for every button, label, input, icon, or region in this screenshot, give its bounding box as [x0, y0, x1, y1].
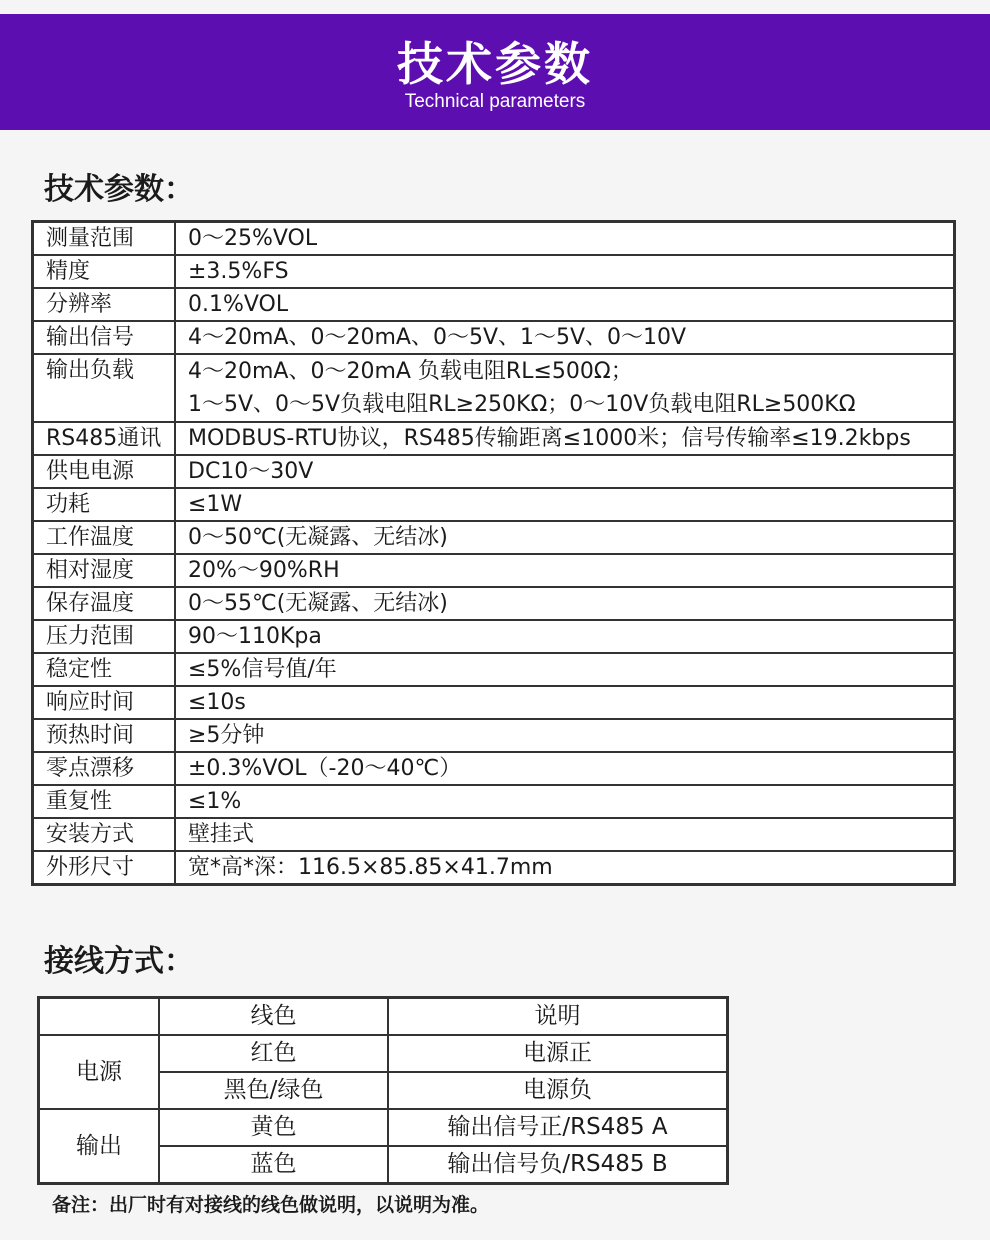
spec-label: 重复性	[33, 785, 176, 818]
wire-color-cell: 蓝色	[159, 1146, 388, 1184]
spec-label: 外形尺寸	[33, 851, 176, 885]
spec-row	[33, 521, 955, 554]
spec-value: ≤10s	[175, 686, 955, 719]
spec-row	[33, 321, 955, 354]
wiring-header-desc: 说明	[388, 998, 728, 1036]
spec-value: 壁挂式	[175, 818, 955, 851]
spec-row	[33, 354, 955, 422]
banner-title: 技术参数	[397, 37, 593, 91]
spec-value: 4～20mA、0～20mA、0～5V、1～5V、0～10V	[175, 321, 955, 354]
spec-table-body	[33, 222, 955, 885]
spec-value: 宽*高*深：116.5×85.85×41.7mm	[175, 851, 955, 885]
wire-desc-cell: 电源负	[388, 1072, 728, 1109]
spec-label: 分辨率	[33, 288, 176, 321]
spec-row	[33, 851, 955, 885]
spec-row	[33, 587, 955, 620]
spec-label: 相对湿度	[33, 554, 176, 587]
wiring-header-row	[39, 998, 728, 1036]
spec-label: 输出负载	[33, 354, 176, 422]
spec-row	[33, 288, 955, 321]
spec-value-line: 4～20mA、0～20mA 负载电阻RL≤500Ω；	[188, 359, 633, 384]
spec-value: MODBUS-RTU协议，RS485传输距离≤1000米；信号传输率≤19.2kbps	[175, 422, 955, 455]
wiring-header-blank	[39, 998, 160, 1036]
spec-row	[33, 719, 955, 752]
spec-value: ≤1W	[175, 488, 955, 521]
spec-row	[33, 554, 955, 587]
wire-color-cell: 黄色	[159, 1109, 388, 1146]
spec-row	[33, 752, 955, 785]
wiring-section-heading: 接线方式：	[44, 944, 194, 979]
spec-value: 20%～90%RH	[175, 554, 955, 587]
wire-desc-cell: 电源正	[388, 1035, 728, 1072]
spec-label: 保存温度	[33, 587, 176, 620]
spec-label: 安装方式	[33, 818, 176, 851]
spec-label: 功耗	[33, 488, 176, 521]
spec-value: ±0.3%VOL（-20～40℃）	[175, 752, 955, 785]
spec-label: 测量范围	[33, 222, 176, 256]
spec-row	[33, 686, 955, 719]
spec-value: 0.1%VOL	[175, 288, 955, 321]
spec-value: ≤1%	[175, 785, 955, 818]
spec-label: 精度	[33, 255, 176, 288]
spec-value: 0～25%VOL	[175, 222, 955, 256]
spec-label: 供电电源	[33, 455, 176, 488]
spec-value: DC10～30V	[175, 455, 955, 488]
spec-label: 压力范围	[33, 620, 176, 653]
spec-value: 90～110Kpa	[175, 620, 955, 653]
spec-label: RS485通讯	[33, 422, 176, 455]
spec-label: 零点漂移	[33, 752, 176, 785]
spec-section-heading: 技术参数：	[44, 172, 194, 207]
spec-row	[33, 653, 955, 686]
spec-row	[33, 422, 955, 455]
spec-label: 稳定性	[33, 653, 176, 686]
wiring-group-output: 输出	[39, 1109, 160, 1184]
spec-value: 0～50℃(无凝露、无结冰)	[175, 521, 955, 554]
spec-value: ≤5%信号值/年	[175, 653, 955, 686]
spec-label: 响应时间	[33, 686, 176, 719]
spec-row	[33, 620, 955, 653]
spec-value-line: 1～5V、0～5V负载电阻RL≥250KΩ；0～10V负载电阻RL≥500KΩ	[188, 392, 856, 417]
header-banner	[0, 14, 990, 130]
spec-value: ±3.5%FS	[175, 255, 955, 288]
wire-desc-cell: 输出信号正/RS485 A	[388, 1109, 728, 1146]
wiring-note: 备注：出厂时有对接线的线色做说明，以说明为准。	[52, 1194, 490, 1216]
wiring-row	[39, 1035, 728, 1072]
spec-row	[33, 255, 955, 288]
wiring-table	[37, 996, 729, 1185]
spec-table	[31, 220, 956, 886]
wiring-group-power: 电源	[39, 1035, 160, 1109]
spec-row	[33, 488, 955, 521]
wire-color-cell: 红色	[159, 1035, 388, 1072]
spec-row	[33, 222, 955, 256]
spec-row	[33, 455, 955, 488]
spec-value: ≥5分钟	[175, 719, 955, 752]
spec-row	[33, 785, 955, 818]
spec-value: 0～55℃(无凝露、无结冰)	[175, 587, 955, 620]
spec-label: 预热时间	[33, 719, 176, 752]
spec-row	[33, 818, 955, 851]
banner-subtitle: Technical parameters	[404, 91, 586, 112]
wiring-header-color: 线色	[159, 998, 388, 1036]
spec-label: 工作温度	[33, 521, 176, 554]
wire-desc-cell: 输出信号负/RS485 B	[388, 1146, 728, 1184]
spec-value	[175, 354, 955, 422]
wiring-row	[39, 1109, 728, 1146]
wire-color-cell: 黑色/绿色	[159, 1072, 388, 1109]
spec-label: 输出信号	[33, 321, 176, 354]
